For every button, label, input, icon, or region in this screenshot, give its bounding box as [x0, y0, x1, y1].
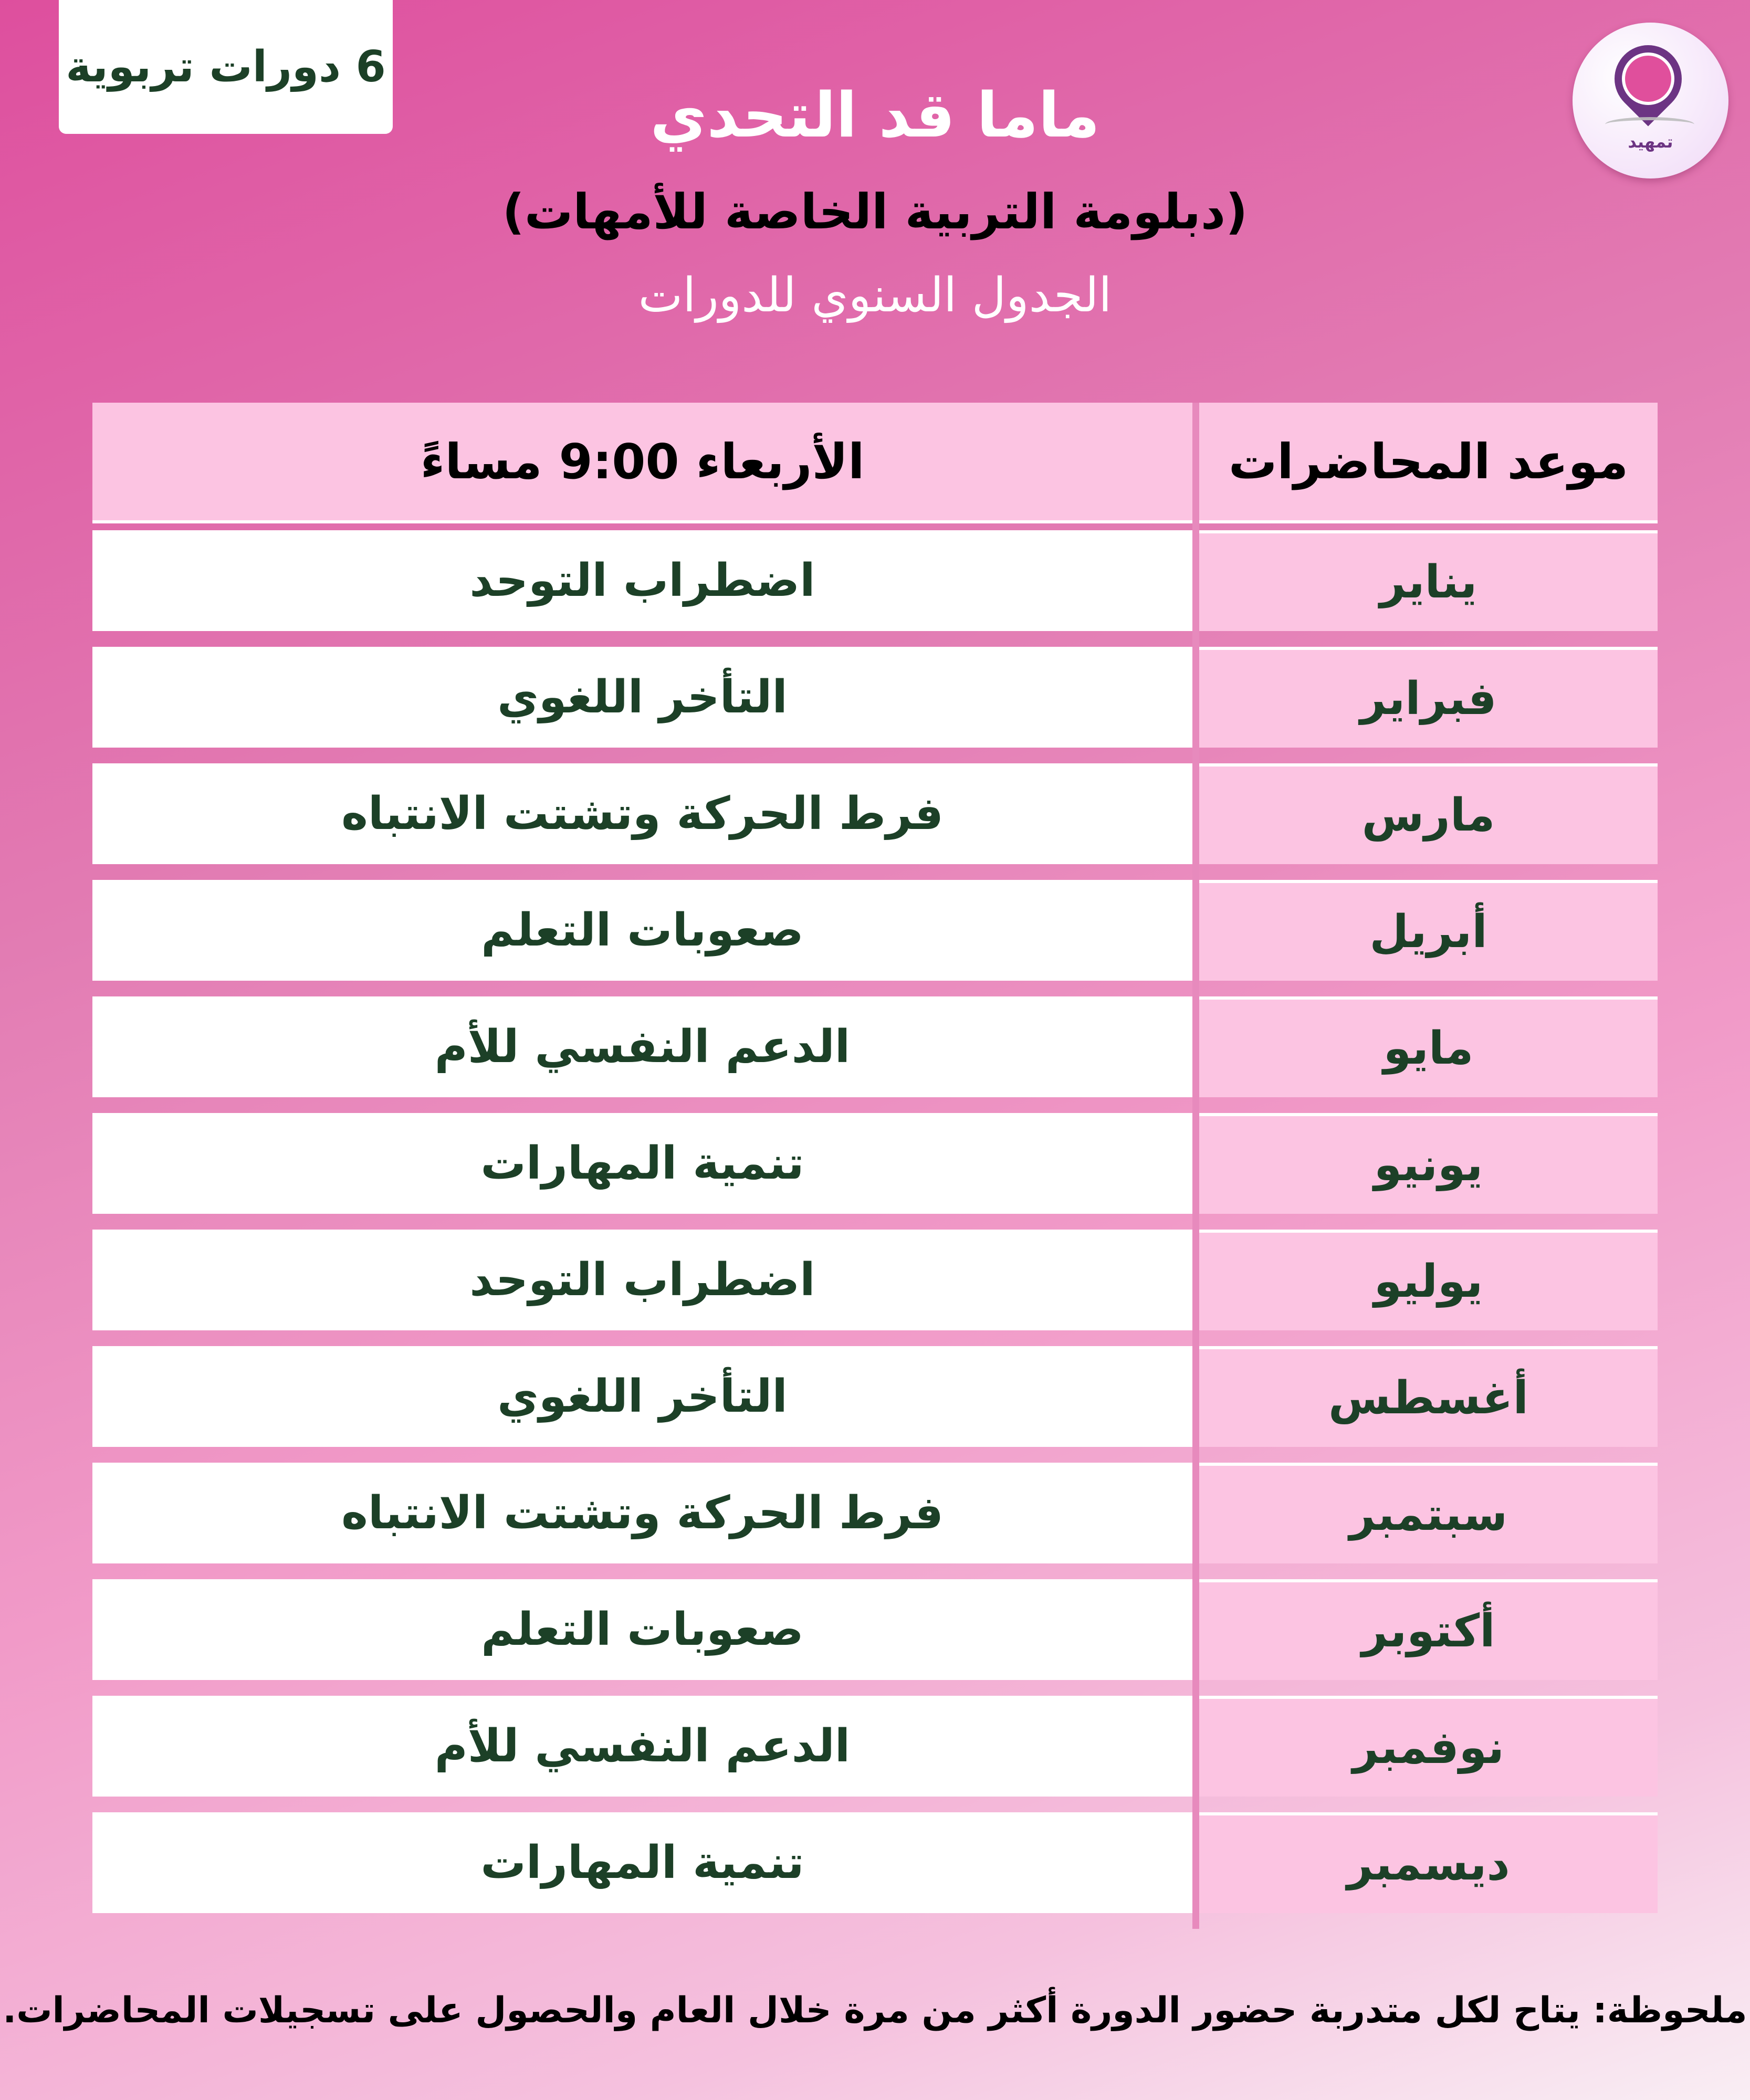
table-row — [92, 1230, 1658, 1330]
course-cell: فرط الحركة وتشتت الانتباه — [92, 763, 1192, 864]
table-row — [92, 1463, 1658, 1563]
table-row — [92, 763, 1658, 864]
month-cell: مايو — [1199, 996, 1658, 1097]
month-cell: أكتوبر — [1199, 1579, 1658, 1680]
course-cell: التأخر اللغوي — [92, 1346, 1192, 1447]
table-row — [92, 880, 1658, 981]
table-row — [92, 530, 1658, 631]
course-cell: الدعم النفسي للأم — [92, 1696, 1192, 1797]
month-cell: ديسمبر — [1199, 1812, 1658, 1913]
month-cell: نوفمبر — [1199, 1696, 1658, 1797]
course-cell: اضطراب التوحد — [92, 1230, 1192, 1330]
page-title: ماما قد التحدي — [650, 79, 1100, 151]
course-cell: صعوبات التعلم — [92, 1579, 1192, 1680]
column-divider — [1192, 403, 1199, 1929]
schedule-header-cell: الأربعاء 9:00 مساءً — [92, 403, 1192, 523]
page-subtitle: (دبلومة التربية الخاصة للأمهات) — [502, 184, 1248, 240]
month-cell: يناير — [1199, 530, 1658, 631]
month-cell: سبتمبر — [1199, 1463, 1658, 1563]
course-cell: الدعم النفسي للأم — [92, 996, 1192, 1097]
month-cell: يوليو — [1199, 1230, 1658, 1330]
course-cell: تنمية المهارات — [92, 1113, 1192, 1214]
month-cell: يونيو — [1199, 1113, 1658, 1214]
courses-count-badge: 6 دورات تربوية — [59, 0, 393, 134]
table-row — [92, 647, 1658, 748]
month-cell: أغسطس — [1199, 1346, 1658, 1447]
table-row — [92, 1812, 1658, 1913]
month-cell: أبريل — [1199, 880, 1658, 981]
table-header-row — [92, 403, 1658, 523]
page-caption: الجدول السنوي للدورات — [638, 268, 1112, 323]
footer-note: ملحوظة: يتاح لكل متدربة حضور الدورة أكثر من مرة خلال العام والحصول على تسجيلات المحاضرات. — [3, 1990, 1747, 2031]
table-row — [92, 1113, 1658, 1214]
table-row — [92, 1346, 1658, 1447]
month-cell: فبراير — [1199, 647, 1658, 748]
month-header-cell: موعد المحاضرات — [1199, 403, 1658, 523]
table-row — [92, 1579, 1658, 1680]
course-cell: التأخر اللغوي — [92, 647, 1192, 748]
course-cell: تنمية المهارات — [92, 1812, 1192, 1913]
month-cell: مارس — [1199, 763, 1658, 864]
course-cell: فرط الحركة وتشتت الانتباه — [92, 1463, 1192, 1563]
logo-text: تمهيد — [1628, 132, 1673, 152]
table-row — [92, 996, 1658, 1097]
course-cell: اضطراب التوحد — [92, 530, 1192, 631]
table-row — [92, 1696, 1658, 1797]
course-cell: صعوبات التعلم — [92, 880, 1192, 981]
